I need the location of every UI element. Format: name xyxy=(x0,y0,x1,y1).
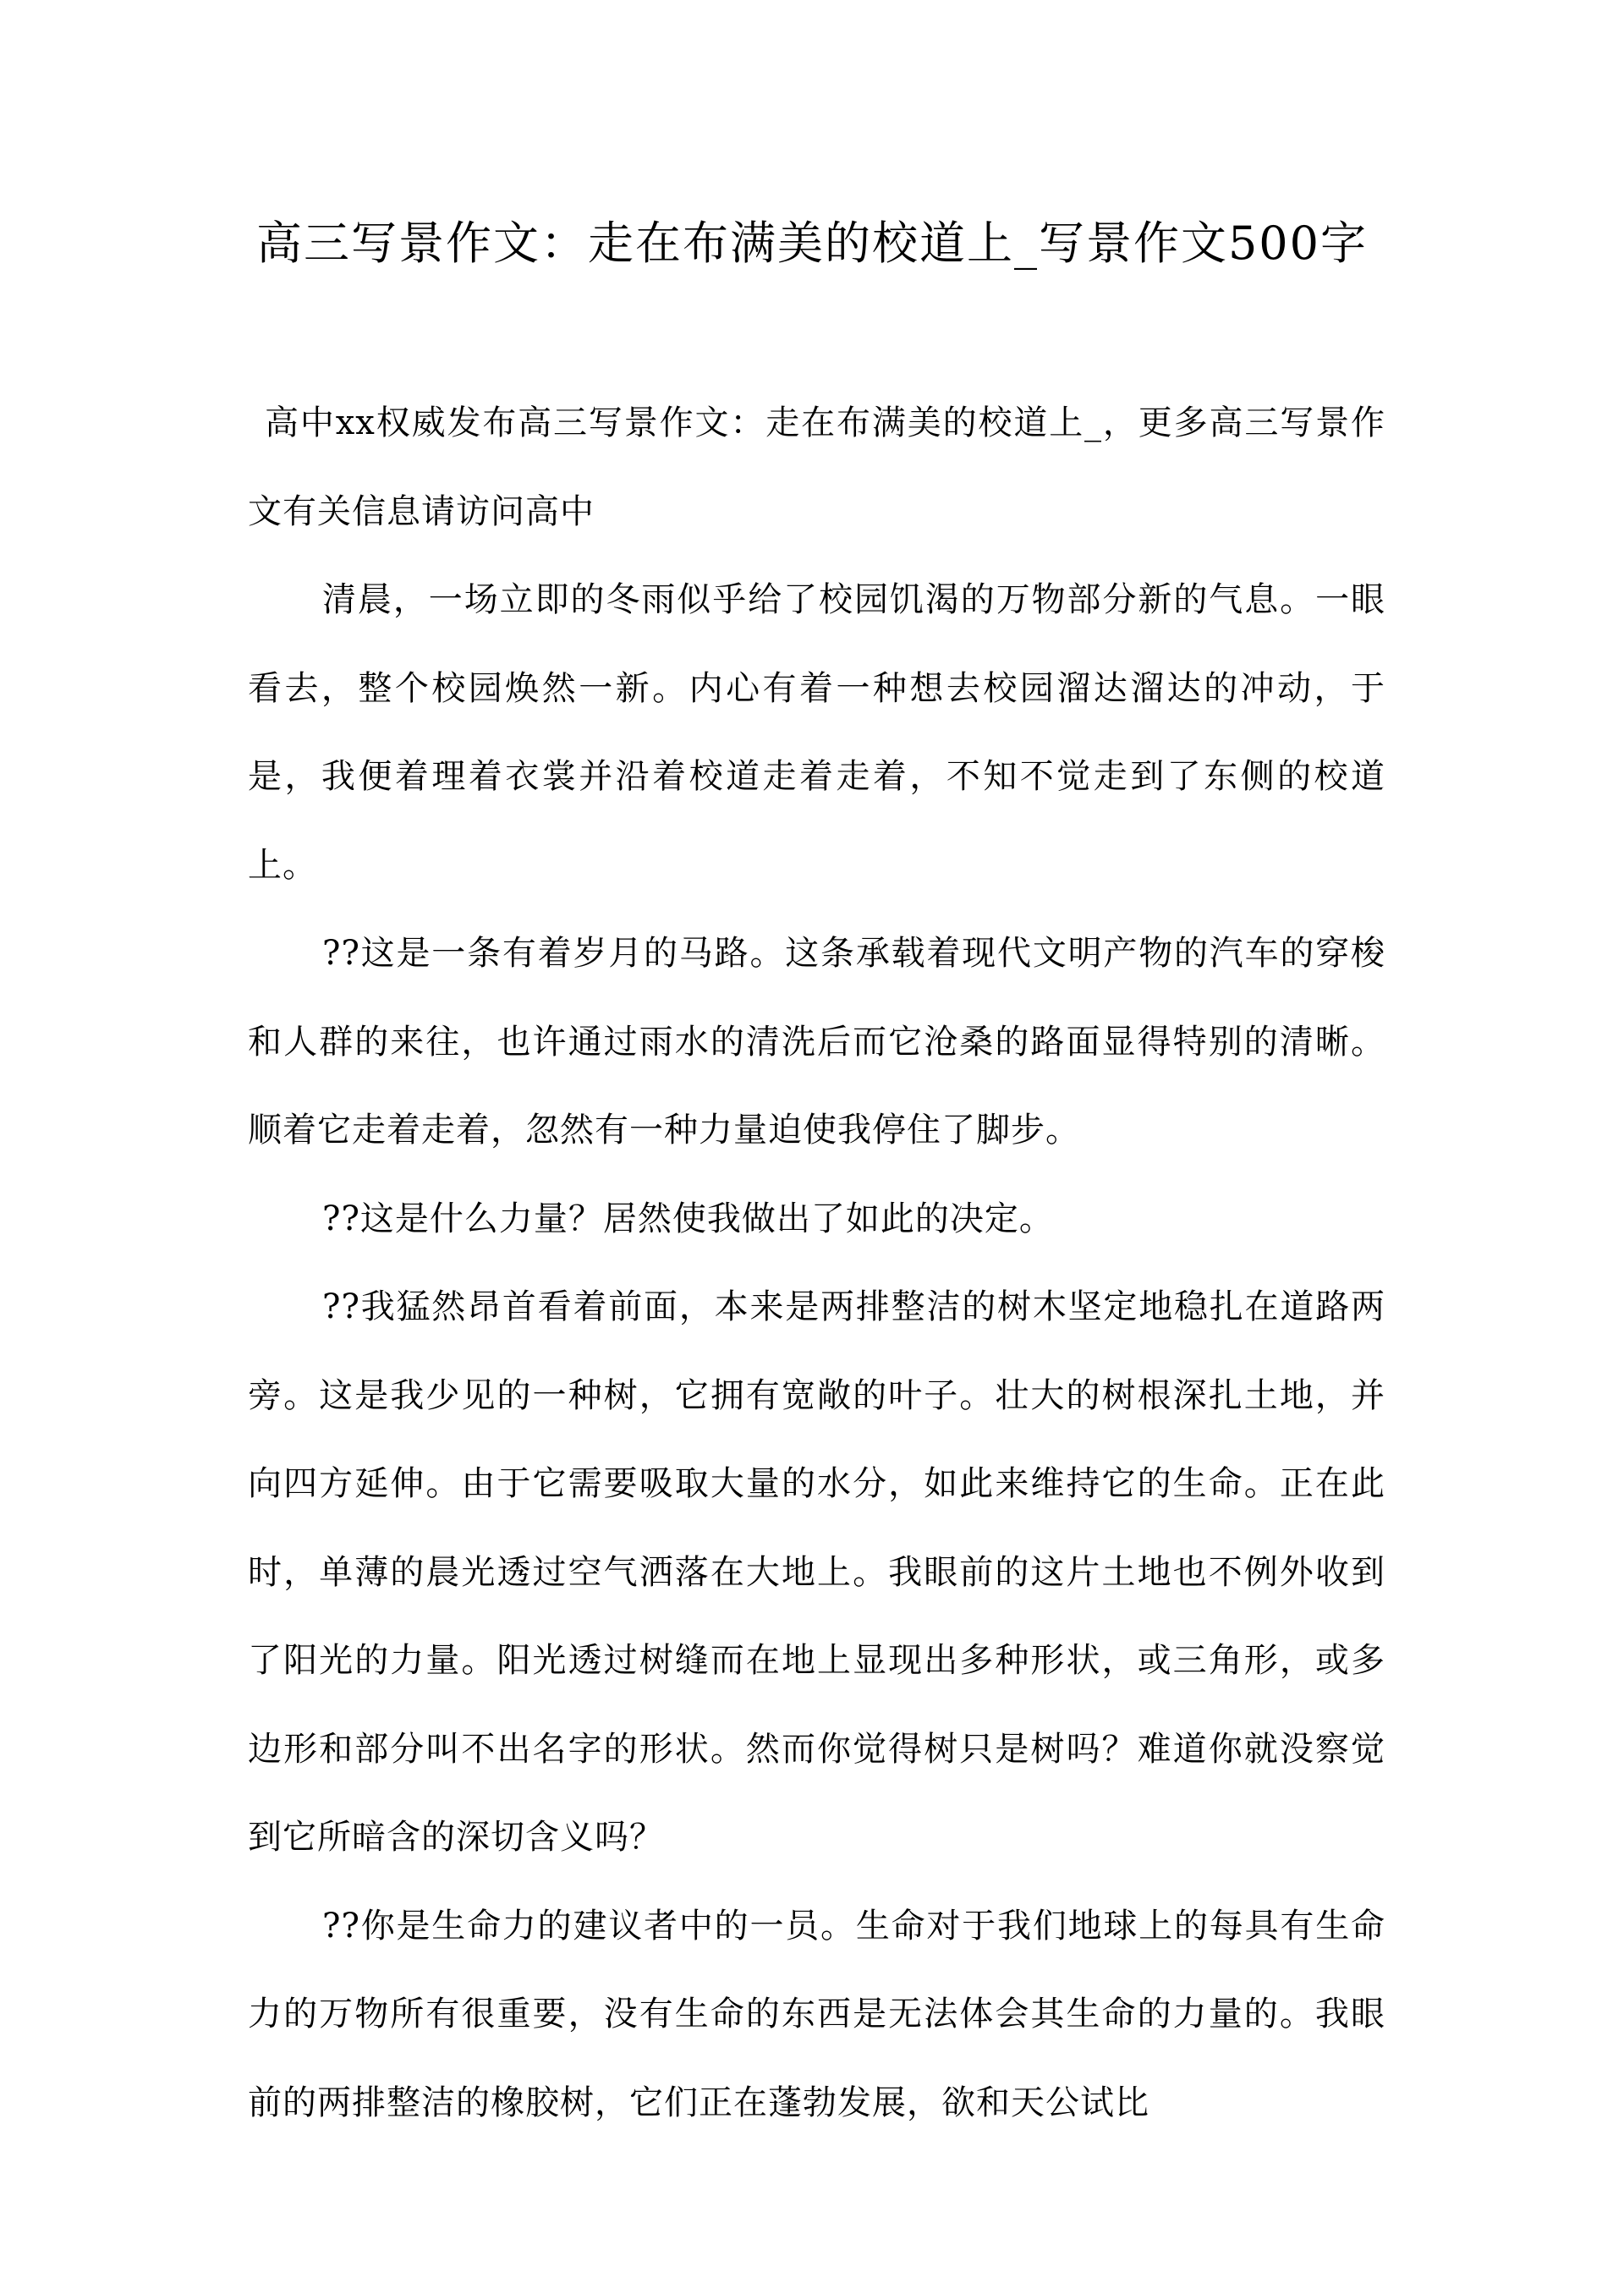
paragraph-vitality: ??你是生命力的建议者中的一员。生命对于我们地球上的每具有生命力的万物所有很重要，没有生命的东西是无法体会其生命的力量的。我眼前的两排整洁的橡胶树，它们正在蓬勃发展，欲和天公试比 xyxy=(248,1906,1385,2122)
paragraph-old-road: ??这是一条有着岁月的马路。这条承载着现代文明产物的汽车的穿梭和人群的来往，也许通过雨水的清洗后而它沧桑的路面显得特别的清晰。顺着它走着走着，忽然有一种力量迫使我停住了脚步。 xyxy=(248,934,1385,1150)
paragraph-trees: ??我猛然昂首看着前面，本来是两排整洁的树木坚定地稳扎在道路两旁。这是我少见的一种树，它拥有宽敞的叶子。壮大的树根深扎土地，并向四方延伸。由于它需要吸取大量的水分，如此来维持它的生命。正在此时，单薄的晨光透过空气洒落在大地上。我眼前的这片土地也不例外收到了阳光的力量。阳光透过树缝而在地上显现出多种形状，或三角形，或多边形和部分叫不出名字的形状。然而你觉得树只是树吗？难道你就没察觉到它所暗含的深切含义吗？ xyxy=(248,1287,1385,1857)
intro-paragraph: 高中xx权威发布高三写景作文：走在布满美的校道上_，更多高三写景作文有关信息请访问高中 xyxy=(248,403,1385,531)
document-title: 高三写景作文：走在布满美的校道上_写景作文500字 xyxy=(255,217,1369,270)
paragraph-morning-rain: 清晨，一场立即的冬雨似乎给了校园饥渴的万物部分新的气息。一眼看去，整个校园焕然一新。内心有着一种想去校园溜达溜达的冲动，于是，我便着理着衣裳并沿着校道走着走着，不知不觉走到了东侧的校道上。 xyxy=(248,580,1385,885)
document-body xyxy=(248,379,1385,2147)
paragraph-what-force: ??这是什么力量？居然使我做出了如此的决定。 xyxy=(322,1199,1054,1238)
